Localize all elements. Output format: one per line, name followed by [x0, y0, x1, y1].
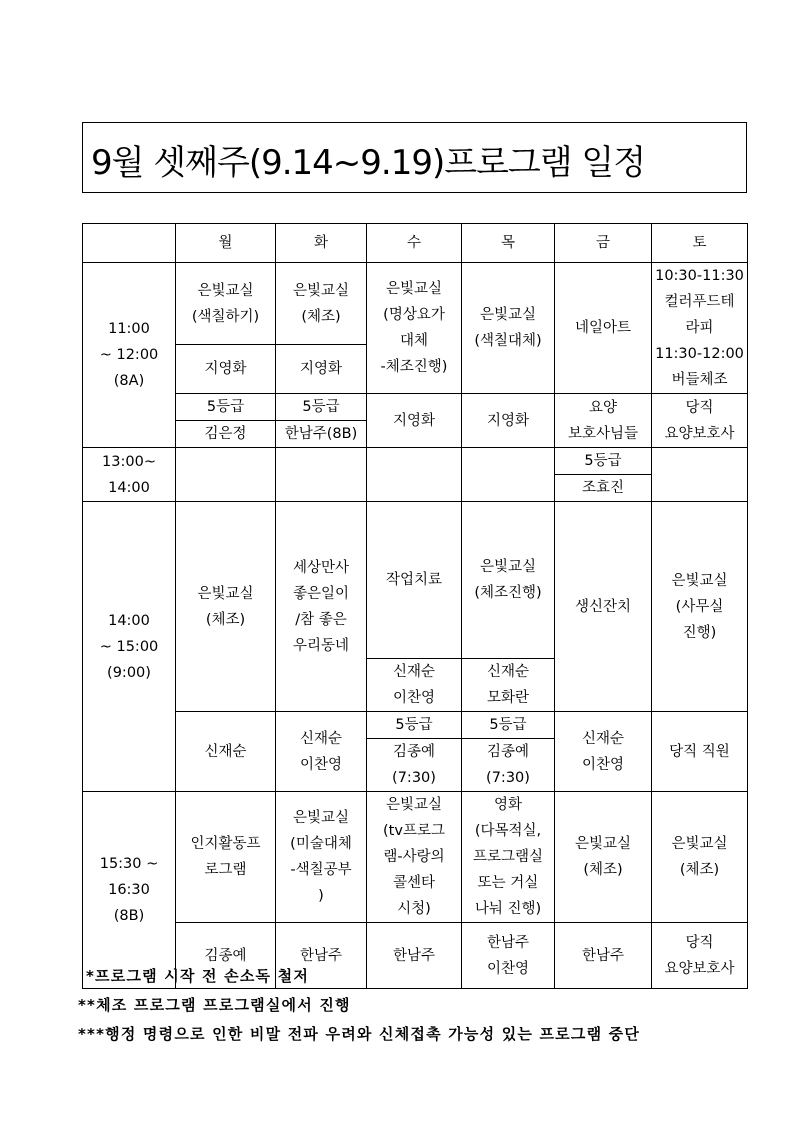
cell-text-line: 인지활동프	[190, 836, 261, 852]
cell-text-line: 한남주(8B)	[284, 426, 358, 442]
program-cell	[276, 792, 367, 923]
cell-text-line: 김은정	[204, 426, 247, 442]
program-cell	[367, 502, 462, 659]
cell-text-line: 김종예	[204, 947, 247, 964]
staff-cell	[176, 345, 276, 394]
cell-text-line: -색칠공부	[290, 862, 352, 878]
cell-text-line: 요양	[588, 399, 617, 416]
cell-text-line: 은빛교실	[292, 810, 350, 826]
cell-text-line: (7:30)	[392, 770, 436, 786]
cell-text-line: 김종예	[486, 744, 530, 760]
program-cell	[652, 792, 748, 923]
cell-text-line: 16:30	[108, 882, 150, 898]
notes-section	[78, 962, 758, 1049]
cell-text-line: 요양보호사	[664, 960, 735, 977]
cell-text-line: (tv프로그	[383, 823, 445, 839]
program-cell	[276, 502, 367, 712]
cell-text-line: 당직	[685, 399, 714, 416]
empty-cell	[462, 448, 555, 502]
empty-cell	[367, 448, 462, 502]
cell-text-line: 이찬영	[581, 756, 625, 773]
cell-text-line: 지영화	[392, 412, 436, 429]
cell-text-line: 진행)	[682, 624, 717, 641]
header-thu: 목	[462, 224, 555, 263]
header-fri: 금	[555, 224, 652, 263]
cell-text-line: 램-사랑의	[383, 849, 445, 865]
cell-text-line: 은빛교실	[479, 559, 537, 575]
cell-text-line: (8A)	[113, 373, 145, 389]
cell-text-line: 버들체조	[671, 372, 728, 388]
cell-text-line: 좋은일이	[292, 585, 350, 602]
staff-cell	[555, 475, 652, 502]
staff-cell	[176, 421, 276, 448]
cell-text-line: (체조)	[679, 862, 720, 878]
cell-text-line: 지영화	[299, 361, 343, 378]
note-line: ***행정 명령으로 인한 비말 전파 우려와 신체접촉 가능성 있는 프로그램 중단	[78, 1025, 641, 1043]
cell-text-line: 13:00~	[102, 453, 156, 470]
staff-cell	[367, 394, 462, 448]
note-line: **체조 프로그램 프로그램실에서 진행	[78, 996, 351, 1014]
cell-text-line: 시청)	[397, 901, 431, 917]
cell-text-line: 보호사님들	[567, 425, 639, 442]
cell-text-line: (9:00)	[107, 664, 151, 681]
time-cell	[83, 263, 176, 448]
cell-text-line: 은빛교실	[197, 585, 254, 602]
staff-cell	[462, 659, 555, 712]
staff-cell	[555, 712, 652, 792]
cell-text-line: 또는 거실	[477, 875, 539, 891]
cell-text-line: 콜센타	[392, 875, 436, 891]
cell-text-line: (다목적실,	[474, 823, 542, 839]
time-cell	[83, 502, 176, 792]
cell-text-line: 라피	[685, 320, 714, 336]
staff-cell	[462, 394, 555, 448]
grade-cell	[276, 394, 367, 421]
cell-text-line: 당직 직원	[669, 743, 730, 760]
cell-text-line: 은빛교실	[479, 307, 537, 323]
grade-cell	[176, 394, 276, 421]
header-row	[83, 224, 748, 263]
time-cell	[83, 448, 176, 502]
cell-text-line: 작업치료	[385, 572, 443, 588]
cell-text-line: (색칠대체)	[474, 333, 542, 349]
cell-text-line: 은빛교실	[385, 281, 443, 297]
program-cell	[276, 263, 367, 345]
cell-text-line: 신재순	[392, 664, 436, 680]
cell-text-line: -체조진행)	[380, 359, 448, 375]
cell-text-line: 5등급	[395, 717, 433, 733]
staff-cell	[176, 712, 276, 792]
title-box	[82, 122, 747, 193]
cell-text-line: 신재순	[486, 664, 530, 680]
header-sat: 토	[652, 224, 748, 263]
program-cell	[652, 263, 748, 394]
program-cell	[652, 502, 748, 712]
cell-text-line: (명상요가	[383, 307, 445, 323]
cell-text-line: (색칠하기)	[191, 308, 260, 325]
program-cell	[176, 263, 276, 345]
program-cell	[462, 502, 555, 659]
cell-text-line: 5등급	[206, 399, 245, 415]
cell-text-line: (7:30)	[486, 770, 530, 786]
cell-text-line: (체조진행)	[474, 585, 542, 601]
staff-cell	[367, 659, 462, 712]
cell-text-line: 대체	[399, 333, 428, 349]
staff-cell	[276, 421, 367, 448]
program-cell	[367, 263, 462, 394]
program-cell	[555, 502, 652, 712]
staff-cell	[652, 394, 748, 448]
cell-text-line: 컬러푸드테	[664, 294, 735, 310]
cell-text-line: 은빛교실	[197, 282, 254, 299]
header-tue: 화	[276, 224, 367, 263]
cell-text-line: 조효진	[581, 480, 625, 496]
cell-text-line: 은빛교실	[574, 836, 632, 852]
cell-text-line: (체조)	[583, 862, 623, 878]
staff-cell	[652, 712, 748, 792]
time-cell	[83, 792, 176, 989]
empty-cell	[276, 448, 367, 502]
header-corner	[83, 224, 176, 263]
cell-text-line: 이찬영	[486, 960, 530, 977]
cell-text-line: 5등급	[302, 399, 340, 415]
staff-cell	[367, 739, 462, 792]
cell-text-line: 지영화	[204, 361, 247, 378]
cell-text-line: (사무실	[675, 598, 724, 615]
cell-text-line: (체조)	[301, 308, 341, 325]
cell-text-line: 10:30-11:30	[655, 268, 744, 284]
program-cell	[367, 792, 462, 923]
cell-text-line: 은빛교실	[292, 282, 350, 299]
cell-text-line: 14:00	[108, 612, 150, 629]
cell-text-line: 생신잔치	[574, 598, 632, 615]
grade-cell	[462, 712, 555, 739]
note-line: *프로그램 시작 전 손소독 철저	[86, 967, 310, 985]
cell-text-line: 우리동네	[292, 637, 350, 654]
cell-text-line: 11:00	[108, 321, 150, 337]
cell-text-line: (미술대체	[290, 836, 352, 852]
cell-text-line: 은빛교실	[671, 572, 728, 589]
cell-text-line: 당직	[685, 934, 714, 951]
staff-cell	[276, 345, 367, 394]
grade-cell	[555, 448, 652, 475]
program-cell	[176, 502, 276, 712]
cell-text-line: 이찬영	[392, 690, 436, 706]
empty-cell	[176, 448, 276, 502]
program-cell	[176, 792, 276, 923]
cell-text-line: 한남주	[392, 947, 436, 964]
program-cell	[462, 792, 555, 923]
cell-text-line: 네일아트	[574, 320, 632, 336]
cell-text-line: 세상만사	[292, 559, 350, 576]
cell-text-line: 신재순	[299, 730, 343, 747]
cell-text-line: )	[318, 888, 324, 904]
cell-text-line: 14:00	[108, 479, 150, 496]
cell-text-line: 15:30 ~	[99, 856, 159, 872]
grade-cell	[367, 712, 462, 739]
empty-cell	[652, 448, 748, 502]
cell-text-line: ~ 15:00	[99, 638, 159, 655]
program-cell	[462, 263, 555, 394]
staff-cell	[276, 712, 367, 792]
cell-text-line: 나눠 진행)	[474, 901, 542, 917]
cell-text-line: 영화	[493, 797, 522, 813]
cell-text-line: (8B)	[113, 908, 145, 924]
cell-text-line: 은빛교실	[671, 836, 728, 852]
staff-cell	[462, 739, 555, 792]
cell-text-line: 이찬영	[299, 756, 343, 773]
cell-text-line: 한남주	[581, 947, 625, 964]
cell-text-line: 요양보호사	[664, 425, 735, 442]
program-cell	[555, 792, 652, 923]
cell-text-line: 11:30-12:00	[655, 346, 744, 362]
page-title: 9월 셋째주(9.14~9.19)프로그램 일정	[91, 143, 646, 183]
cell-text-line: 신재순	[581, 730, 625, 747]
cell-text-line: 한남주	[299, 947, 343, 964]
cell-text-line: 김종예	[392, 744, 436, 760]
header-mon: 월	[176, 224, 276, 263]
staff-cell	[555, 394, 652, 448]
cell-text-line: 5등급	[489, 717, 527, 733]
header-wed: 수	[367, 224, 462, 263]
program-cell	[555, 263, 652, 394]
cell-text-line: 모화란	[486, 690, 530, 706]
cell-text-line: 신재순	[204, 743, 247, 760]
cell-text-line: (체조)	[205, 611, 246, 628]
cell-text-line: 프로그램실	[472, 849, 544, 865]
cell-text-line: ~ 12:00	[99, 347, 159, 363]
cell-text-line: 한남주	[486, 934, 530, 951]
cell-text-line: 지영화	[486, 412, 530, 429]
schedule-table	[82, 223, 748, 989]
cell-text-line: 5등급	[584, 453, 622, 469]
cell-text-line: 은빛교실	[385, 797, 443, 813]
cell-text-line: /참 좋은	[295, 611, 347, 628]
cell-text-line: 로그램	[204, 862, 247, 878]
